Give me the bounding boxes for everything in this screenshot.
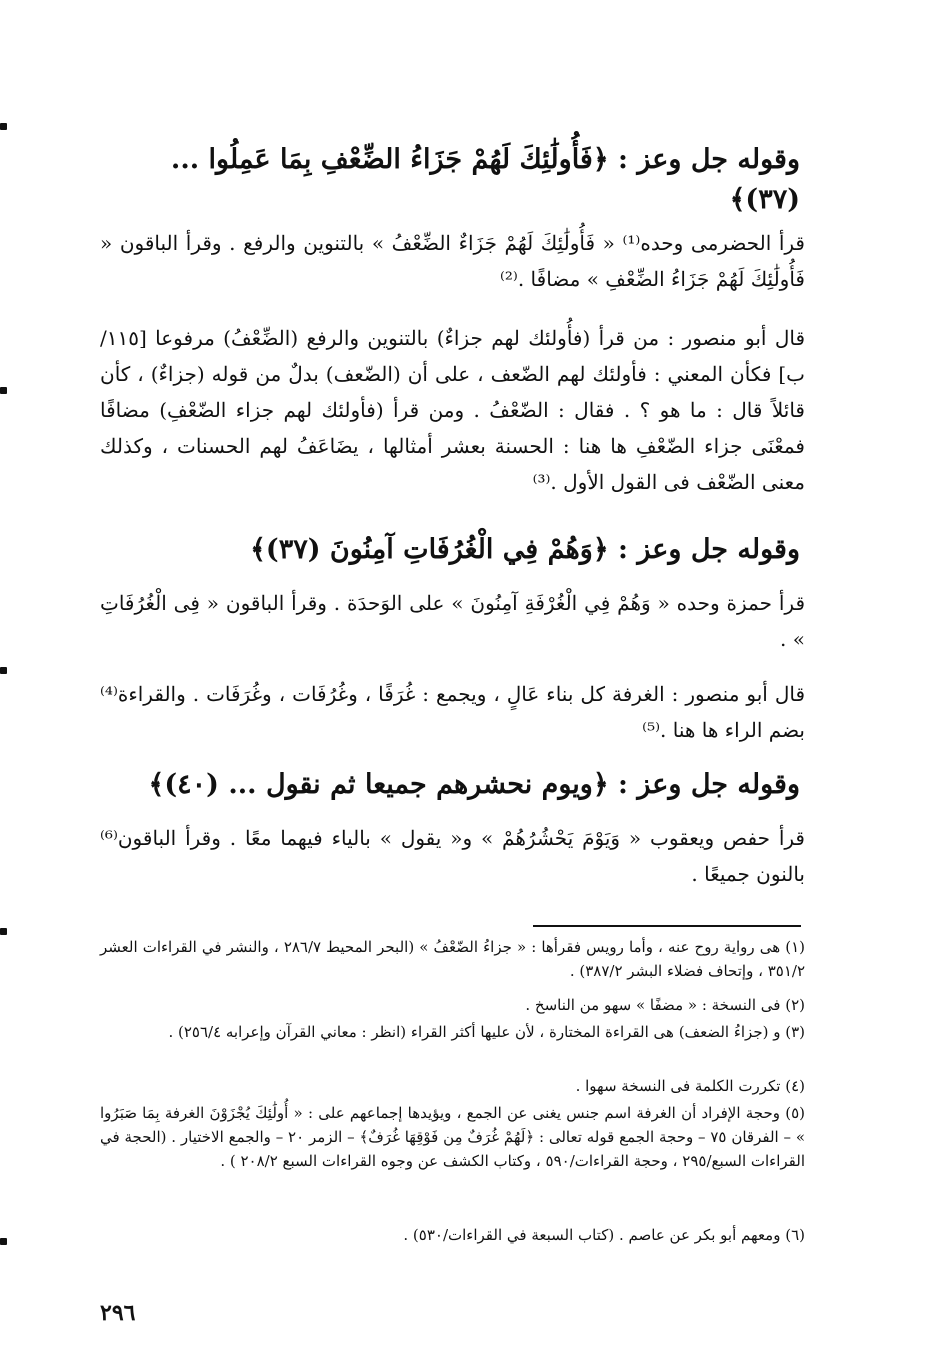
verse-heading-37a: وقوله جل وعز : ﴿فَأُولَٰئِكَ لَهُمْ جَزَاءُ الضِّعْفِ بِمَا عَمِلُوا ... (٣٧)﴾: [170, 144, 800, 215]
margin-mark: [0, 387, 7, 394]
verse-heading-37b: وقوله جل وعز : ﴿وَهُمْ فِي الْغُرُفَاتِ آمِنُونَ (٣٧)﴾: [250, 534, 800, 565]
reading-paragraph: قرأ الحضرمى وحده⁽¹⁾ « فَأُولَٰئِكَ لَهُمْ جَزَاءٌ الضِّعْفُ » بالتنوين والرفع . وقرأ الباقون « فَأُولَٰئِكَ لَهُمْ جَزَاءُ الضِّعْفِ » مضافًا .⁽²⁾: [100, 231, 805, 291]
commentary-paragraph: قال أبو منصور : الغرفة كل بناء عَالٍ ، ويجمع : غُرَفًا ، وغُرُفَات ، وغُرَفَات . والقراءة⁽⁴⁾ بضم الراء ها هنا .⁽⁵⁾: [100, 682, 805, 742]
margin-mark: [0, 667, 7, 674]
margin-mark: [0, 1238, 7, 1245]
verse-heading-40: وقوله جل وعز : ﴿ويوم نحشرهم جميعا ثم نقول ... (٤٠)﴾: [148, 769, 800, 800]
reading-paragraph: قرأ حفص ويعقوب « وَيَوْمَ يَحْشُرُهُمْ » و« يقول » بالياء فيهما معًا . وقرأ الباقون⁽⁶⁾ بالنون جميعًا .: [100, 826, 805, 886]
footnote: (٢) فى النسخة : « مضفًا » سهو من الناسخ .: [525, 996, 805, 1014]
margin-mark: [0, 928, 7, 935]
reading-paragraph: قرأ حمزة وحده « وَهُمْ فِي الْغُرْفَةِ آمِنُونَ » على الوَحدَة . وقرأ الباقون « فِى الْغُرُفَاتِ » .: [100, 591, 805, 651]
footnote: (١) هى رواية روح عنه ، وأما رويس فقرأها : « جزاءُ الضّعْفُ » (البحر المحيط ٢٨٦/٧ ، والنشر في القراءات العشر ٣٥١/٢ ، وإتحاف فضلاء البشر ٣٨٧/٢) .: [100, 938, 806, 980]
footnote: (٣) و (جزاءُ الضعف) هى القراءة المختارة ، لأن عليها أكثر القراء (انظر : معاني القرآن وإعرابه ٢٥٦/٤) .: [168, 1023, 805, 1041]
footnote-separator: [533, 925, 801, 927]
footnote: (٥) وحجة الإفراد أن الغرفة اسم جنس يغنى عن الجمع ، ويؤيدها إجماعهم على : « أُولَٰئِكَ يُجْزَوْنَ الغرفة بِمَا صَبَرُوا » – الفرقان ٧٥ – وحجة الجمع قوله تعالى : ﴿لَهُمْ غُرَفٌ مِن فَوْقِهَا غُرَفٌ﴾ – الزمر ٢٠ – والجمع الاختيار . (الحجة في القراءات السبع/٢٩٥ ، وحجة القراءات/٥٩٠ ، وكتاب الكشف عن وجوه القراءات السبع ٢٠٨/٢ ) .: [100, 1104, 805, 1170]
page-number: ٢٩٦: [100, 1300, 136, 1326]
footnote: (٦) ومعهم أبو بكر عن عاصم . (كتاب السبعة في القراءات/٥٣٠) .: [403, 1226, 805, 1244]
commentary-paragraph: قال أبو منصور : من قرأ (فأُولئك لهم جزاءٌ) بالتنوين والرفع (الضِّعْفُ) مرفوعا [١١٥/ب] فكأن المعني : فأولئك لهم الضّعف ، على أن (الضّعف) بدلٌ من قوله (جزاءٌ) ، كأن قائلاً قال : ما هو ؟ . فقال : الضّعْفُ . ومن قرأ (فأولئك لهم جزاء الضّعْفِ) مضافًا فمعْنَى جزاء الضّعْفِ ها هنا : الحسنة بعشر أمثالها ، يضَاعَفُ لهم الحسنات ، وكذلك معنى الضّعْف فى القول الأول .⁽³⁾: [100, 326, 805, 494]
footnote: (٤) تكررت الكلمة فى النسخة سهوا .: [575, 1077, 805, 1095]
margin-mark: [0, 123, 7, 130]
